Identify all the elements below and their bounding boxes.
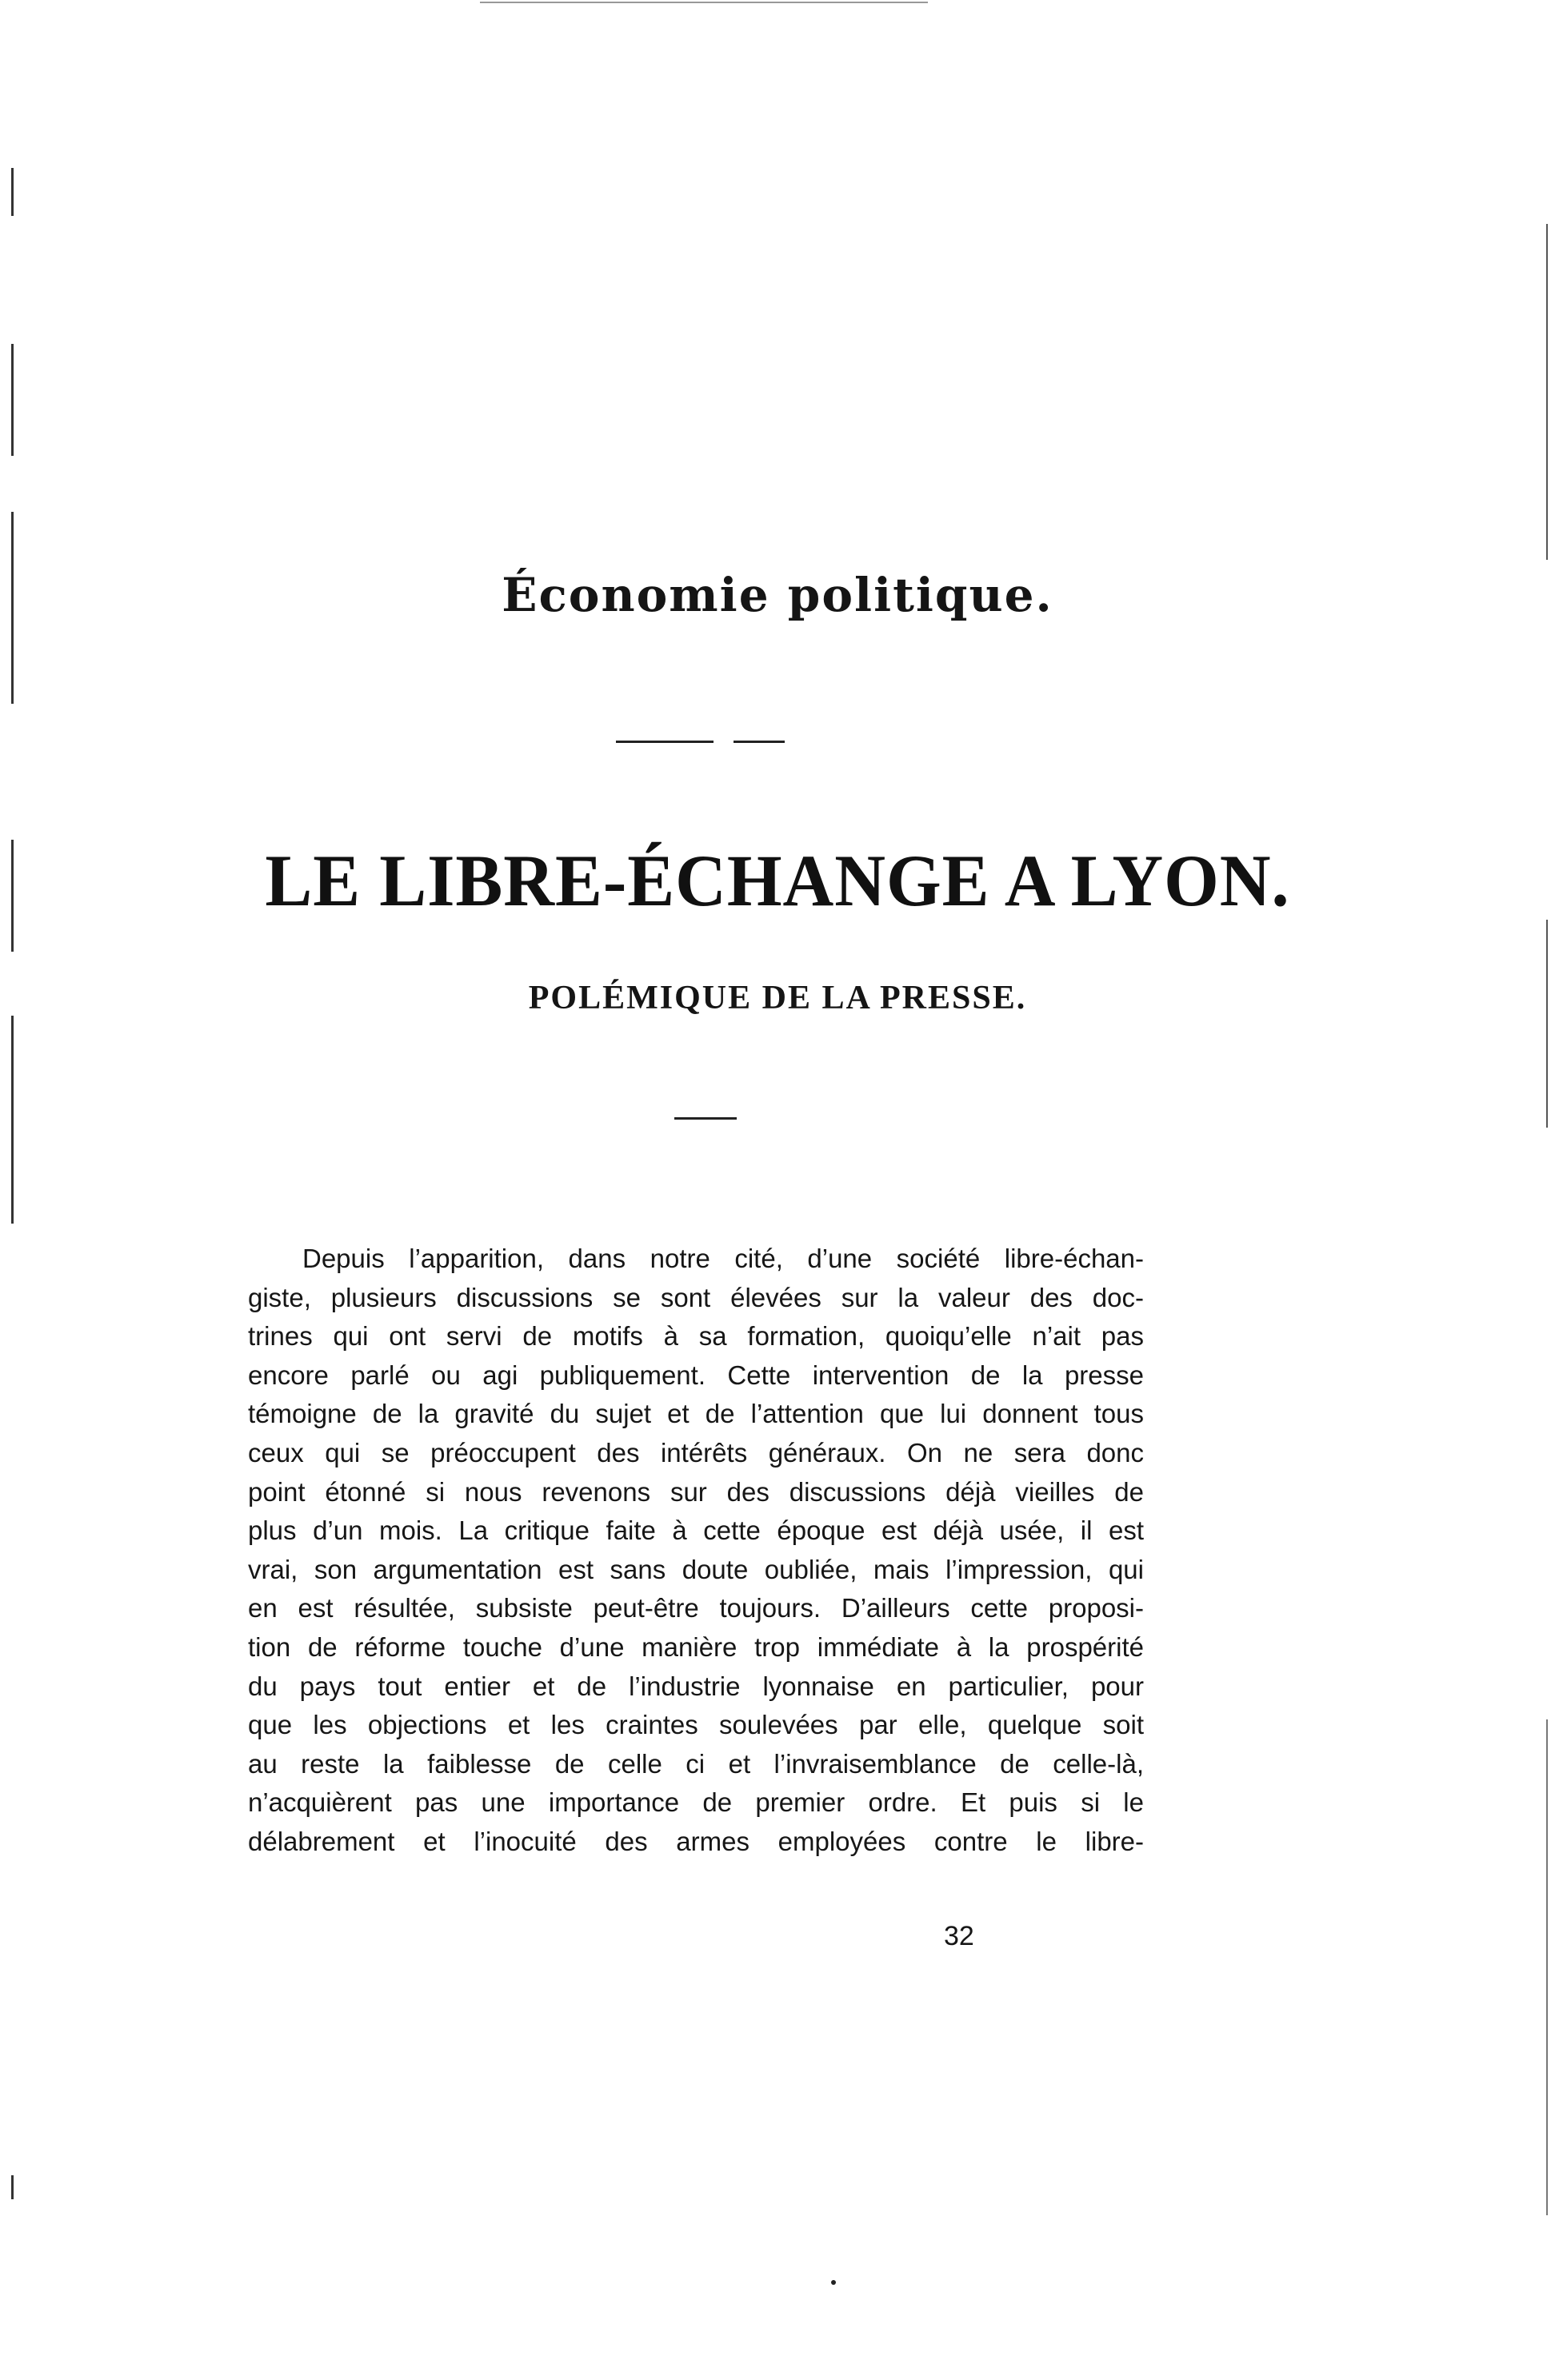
decorative-rule-center	[674, 1117, 737, 1120]
body-line: au reste la faiblesse de celle ci et l’invraisemblance de celle-là,	[248, 1748, 1144, 1779]
scan-edge-mark-top	[480, 2, 928, 3]
scan-edge-mark-left	[11, 168, 14, 216]
scan-edge-mark-left	[11, 840, 14, 952]
body-line: n’acquièrent pas une importance de premier ordre. Et puis si le	[248, 1787, 1144, 1818]
decorative-rule-short	[734, 741, 785, 743]
body-line: giste, plusieurs discussions se sont élevées sur la valeur des doc-	[248, 1282, 1144, 1312]
body-line: délabrement et l’inocuité des armes employées contre le libre-	[248, 1826, 1144, 1856]
body-line: ceux qui se préoccupent des intérêts généraux. On ne sera donc	[248, 1437, 1144, 1468]
ink-speck	[831, 2280, 836, 2285]
page-number: 32	[944, 1921, 974, 1951]
body-line: que les objections et les craintes soulevées par elle, quelque soit	[248, 1710, 1144, 1740]
body-line: témoigne de la gravité du sujet et de l’attention que lui donnent tous	[248, 1399, 1144, 1429]
body-line: point étonné si nous revenons sur des discussions déjà vieilles de	[248, 1476, 1144, 1507]
scan-edge-mark-right	[1546, 920, 1548, 1128]
article-title: LE LIBRE-ÉCHANGE A LYON.	[265, 840, 1290, 921]
scan-edge-mark-right	[1546, 1719, 1548, 2215]
body-line: plus d’un mois. La critique faite à cette époque est déjà usée, il est	[248, 1515, 1144, 1546]
body-line: tion de réforme touche d’une manière trop immédiate à la prospérité	[248, 1631, 1144, 1662]
body-line: du pays tout entier et de l’industrie lyonnaise en particulier, pour	[248, 1671, 1144, 1701]
body-line: Depuis l’apparition, dans notre cité, d’une société libre-échan-	[302, 1244, 1144, 1273]
scan-edge-mark-right	[1546, 224, 1548, 560]
body-line: trines qui ont servi de motifs à sa formation, quoiqu’elle n’ait pas	[248, 1321, 1144, 1352]
scan-edge-mark-left	[11, 2175, 14, 2199]
scan-edge-mark-left	[11, 1016, 14, 1224]
article-body	[248, 1240, 1144, 1862]
body-line: encore parlé ou agi publiquement. Cette intervention de la presse	[248, 1360, 1144, 1390]
scan-edge-mark-left	[11, 344, 14, 456]
body-line: en est résultée, subsiste peut-être toujours. D’ailleurs cette proposi-	[248, 1593, 1144, 1623]
article-subtitle: POLÉMIQUE DE LA PRESSE.	[528, 980, 1027, 1016]
body-line: vrai, son argumentation est sans doute oubliée, mais l’impression, qui	[248, 1554, 1144, 1584]
section-heading: Économie politique.	[502, 568, 1053, 622]
decorative-rule-long	[616, 741, 714, 743]
